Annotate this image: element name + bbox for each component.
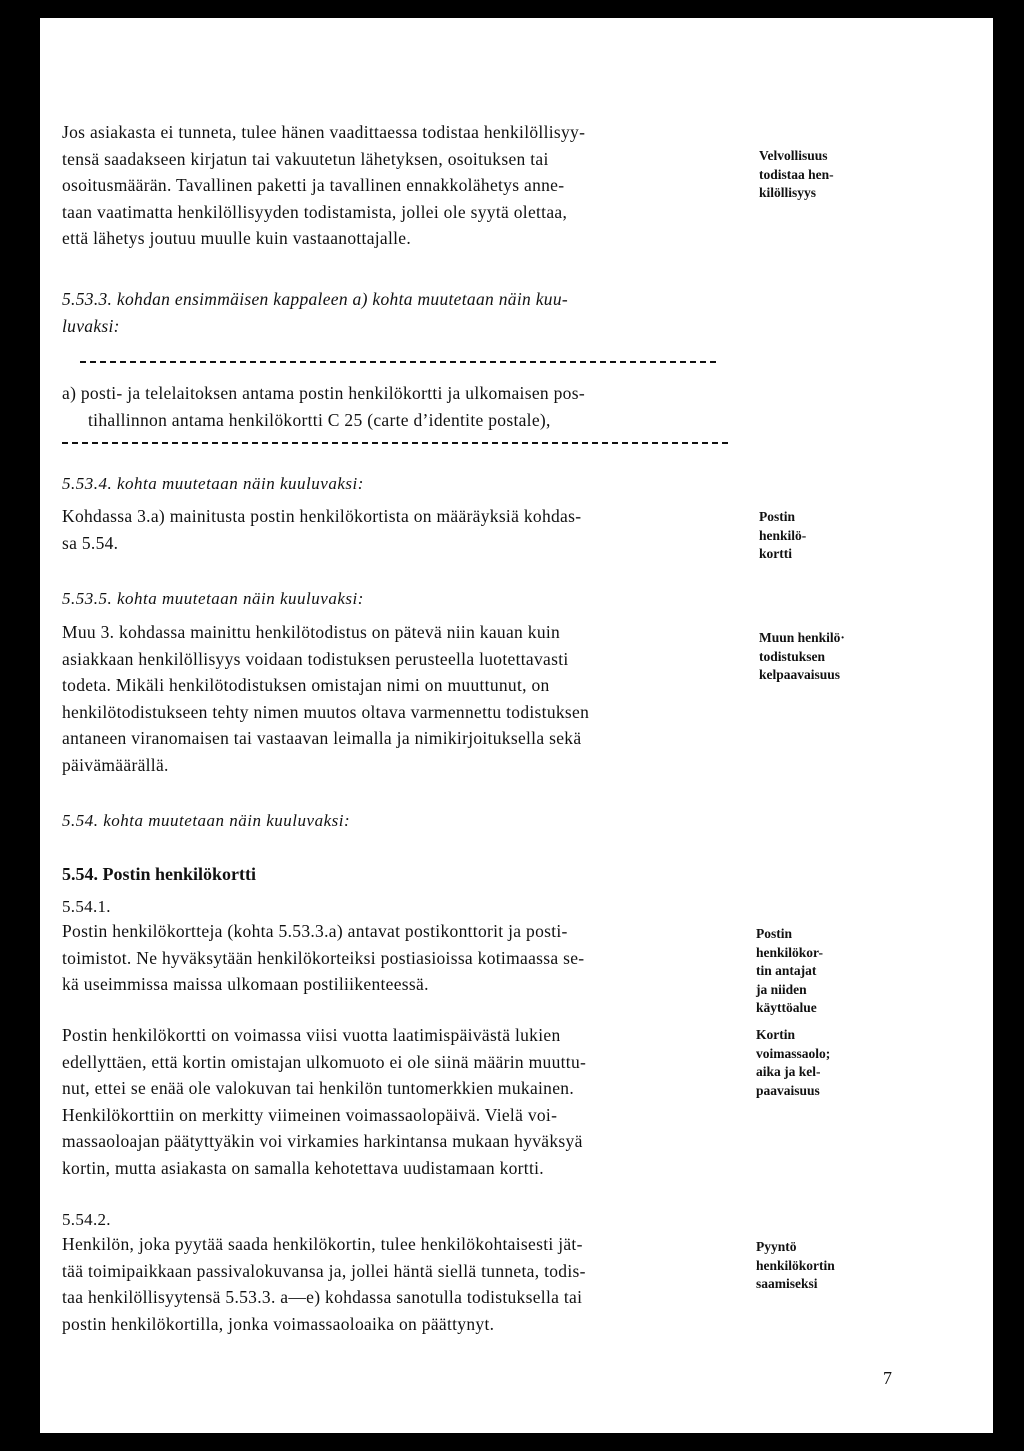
margin-note-line: voimassaolo; — [756, 1045, 831, 1061]
text-line: postin henkilökortilla, jonka voimassaoloaika on päättynyt. — [62, 1313, 495, 1334]
text-line: henkilötodistukseen tehty nimen muutos oltava varmennettu todistuksen — [62, 701, 590, 722]
section-5535-text — [62, 619, 727, 778]
section-5535-heading: 5.53.5. kohta muutetaan näin kuuluvaksi: — [62, 589, 364, 608]
margin-note-line: Postin — [759, 509, 796, 524]
margin-note-request — [756, 1238, 835, 1294]
text-line: tää toimipaikkaan passivalokuvansa ja, jollei häntä siellä tunneta, todis- — [62, 1260, 586, 1281]
margin-note-other-id — [759, 629, 845, 685]
margin-note-line: kortti — [759, 546, 792, 561]
text-line: päivämäärällä. — [62, 754, 169, 775]
text-line: nut, ettei se enää ole valokuvan tai henkilön tuntomerkkien mukainen. — [62, 1078, 575, 1098]
dashed-rule — [62, 442, 728, 444]
text-line: Muu 3. kohdassa mainittu henkilötodistus on pätevä niin kauan kuin — [62, 622, 561, 642]
text-line: a) posti- ja telelaitoksen antama postin henkilökortti ja ulkomaisen pos- — [62, 383, 585, 403]
margin-note-line: Kortin — [756, 1027, 795, 1042]
margin-note-line: henkilö- — [759, 527, 807, 543]
text-line: massaoloajan päätyttyäkin voi virkamies harkintansa mukaan hyväksyä — [62, 1131, 583, 1151]
text-line: todeta. Mikäli henkilötodistuksen omistajan nimi on muuttunut, on — [62, 675, 550, 695]
section-5534-text — [62, 503, 727, 556]
text-line: antaneen viranomaisen tai vastaavan leimalla ja nimikirjoituksella sekä — [62, 728, 582, 748]
margin-note-line: ja niiden — [756, 981, 807, 997]
text-line: sa 5.54. — [62, 532, 119, 553]
margin-note-line: Velvollisuus — [759, 148, 828, 163]
section-5533-heading — [62, 286, 732, 339]
margin-note-line: tin antajat — [756, 963, 817, 978]
text-line: toimistot. Ne hyväksytään henkilökorteiksi postiasioissa kotimaassa se- — [62, 947, 585, 968]
margin-note-line: todistaa hen- — [759, 166, 834, 182]
section-554-heading: 5.54. kohta muutetaan näin kuuluvaksi: — [62, 811, 351, 830]
section-5541-para1 — [62, 918, 727, 998]
margin-note-validity — [756, 1026, 830, 1100]
section-5534-heading: 5.53.4. kohta muutetaan näin kuuluvaksi: — [62, 474, 364, 493]
section-5541-number: 5.54.1. — [62, 897, 111, 916]
margin-note-identity — [759, 147, 834, 203]
section-5533-item — [62, 380, 742, 433]
section-5541-para2 — [62, 1022, 727, 1181]
section-5542-text — [62, 1231, 727, 1337]
text-line: 5.53.3. kohdan ensimmäisen kappaleen a) kohta muutetaan näin kuu- — [62, 289, 569, 309]
margin-note-postal-card — [759, 508, 806, 564]
margin-note-line: paavaisuus — [756, 1082, 820, 1098]
text-line: luvaksi: — [62, 315, 120, 336]
margin-note-line: aika ja kel- — [756, 1064, 821, 1079]
text-line: osoitusmäärän. Tavallinen paketti ja tavallinen ennakkolähetys anne- — [62, 175, 565, 195]
text-line: taa henkilöllisyytensä 5.53.3. a—e) kohdassa sanotulla todistuksella tai — [62, 1287, 583, 1307]
margin-note-line: kilöllisyys — [759, 185, 817, 200]
text-line: että lähetys joutuu muulle kuin vastaanottajalle. — [62, 228, 412, 248]
margin-note-line: käyttöalue — [756, 1000, 817, 1015]
page-number: 7 — [883, 1368, 892, 1388]
text-line: tensä saadakseen kirjatun tai vakuutetun lähetyksen, osoituksen tai — [62, 148, 549, 169]
text-line: Henkilön, joka pyytää saada henkilökortin, tulee henkilökohtaisesti jät- — [62, 1234, 583, 1254]
margin-note-line: saamiseksi — [756, 1276, 818, 1291]
text-line: Henkilökorttiin on merkitty viimeinen voimassaolopäivä. Vielä voi- — [62, 1104, 558, 1125]
section-5542-number: 5.54.2. — [62, 1210, 111, 1229]
text-line: asiakkaan henkilöllisyys voidaan todistuksen perusteella luotettavasti — [62, 648, 569, 669]
section-554-title: 5.54. Postin henkilökortti — [62, 864, 257, 884]
text-line: kortin, mutta asiakasta on samalla kehotettava uudistamaan kortti. — [62, 1157, 544, 1178]
text-line: Postin henkilökortteja (kohta 5.53.3.a) antavat postikonttorit ja posti- — [62, 921, 568, 941]
margin-note-line: kelpaavaisuus — [759, 667, 841, 682]
margin-note-line: Postin — [756, 926, 793, 941]
margin-note-line: Muun henkilö· — [759, 630, 845, 645]
text-line: Jos asiakasta ei tunneta, tulee hänen vaadittaessa todistaa henkilöllisyy- — [62, 122, 586, 142]
intro-paragraph — [62, 119, 722, 252]
margin-note-line: henkilökor- — [756, 944, 824, 960]
text-line: edellyttäen, että kortin omistajan ulkomuoto ei ole siinä määrin muuttu- — [62, 1051, 587, 1072]
margin-note-card-issuers — [756, 925, 823, 1018]
text-line: tihallinnon antama henkilökortti C 25 (carte d’identite postale), — [88, 409, 551, 430]
text-line: Postin henkilökortti on voimassa viisi vuotta laatimispäivästä lukien — [62, 1025, 561, 1045]
margin-note-line: todistuksen — [759, 648, 826, 664]
dashed-rule — [80, 361, 716, 363]
text-line: kä useimmissa maissa ulkomaan postiliikenteessä. — [62, 974, 429, 994]
text-line: taan vaatimatta henkilöllisyyden todistamista, jollei ole syytä olettaa, — [62, 201, 568, 222]
margin-note-line: henkilökortin — [756, 1257, 835, 1273]
text-line: Kohdassa 3.a) mainitusta postin henkilökortista on määräyksiä kohdas- — [62, 506, 582, 526]
margin-note-line: Pyyntö — [756, 1239, 797, 1254]
document-page — [40, 18, 993, 1433]
